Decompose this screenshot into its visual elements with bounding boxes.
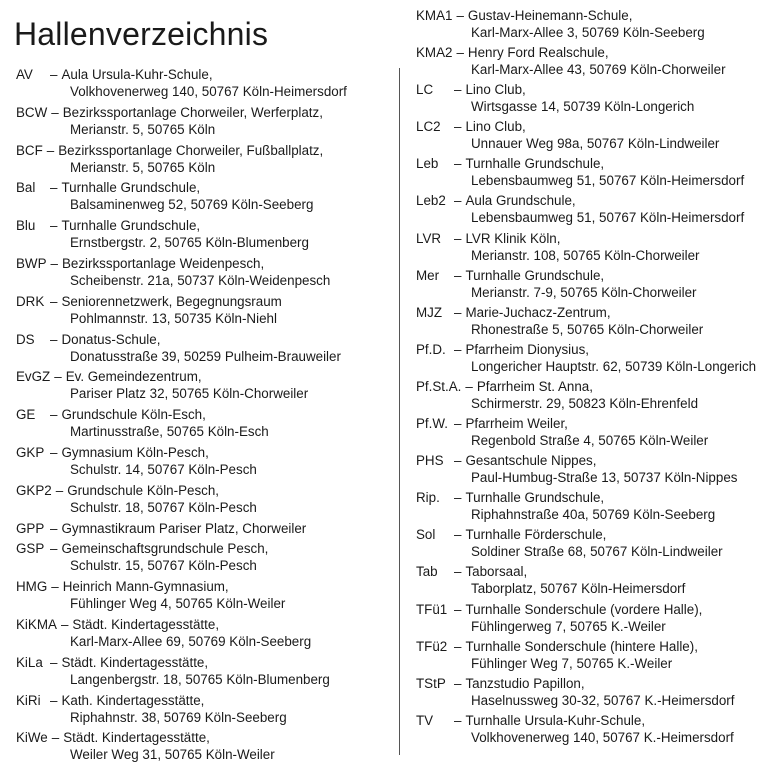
- venue-entry: [16, 540, 391, 574]
- venue-entry: [416, 563, 776, 597]
- venue-line-1: [16, 368, 391, 385]
- dash-separator: –: [454, 712, 462, 728]
- venue-entry: [16, 616, 391, 650]
- venue-entry: [416, 712, 776, 746]
- venue-code: BCW: [16, 104, 48, 120]
- venue-line-1: [16, 331, 391, 348]
- venue-entry: [416, 378, 776, 412]
- venue-entry: [416, 341, 776, 375]
- dash-separator: –: [50, 444, 58, 460]
- dash-separator: –: [454, 638, 462, 654]
- venue-address: Schulstr. 14, 50767 Köln-Pesch: [70, 461, 257, 477]
- venue-name: Gymnastikraum Pariser Platz, Chorweiler: [61, 520, 307, 536]
- venue-address: Balsaminenweg 52, 50769 Köln-Seeberg: [70, 197, 314, 213]
- venue-entry: [416, 118, 776, 152]
- venue-name: Bezirkssportanlage Weidenpesch,: [61, 255, 265, 271]
- venue-address: Donatusstraße 39, 50259 Pulheim-Brauweiler: [70, 348, 341, 364]
- venue-address: Schirmerstr. 29, 50823 Köln-Ehrenfeld: [471, 395, 699, 411]
- venue-line-1: [16, 217, 391, 234]
- venue-name: Turnhalle Grundschule,: [465, 267, 605, 283]
- venue-code: KMA1: [416, 8, 453, 23]
- venue-line-1: [416, 118, 776, 135]
- venue-entry: [16, 729, 391, 763]
- venue-entry: [416, 267, 776, 301]
- venue-entry: [416, 601, 776, 635]
- venue-code: GSP: [16, 541, 45, 557]
- venue-list-left: [16, 66, 391, 767]
- dash-separator: –: [454, 82, 462, 98]
- venue-line-1: [16, 616, 391, 633]
- venue-line-1: [16, 293, 391, 310]
- venue-code: Pf.W.: [416, 416, 448, 432]
- venue-name: LVR Klinik Köln,: [465, 230, 561, 246]
- venue-code: Bal: [16, 180, 36, 196]
- venue-line-1: [16, 406, 391, 423]
- venue-address: Riphahnstraße 40a, 50769 Köln-Seeberg: [471, 507, 716, 523]
- venue-line-1: [16, 692, 391, 709]
- venue-name: Gesantschule Nippes,: [465, 453, 597, 469]
- venue-code: AV: [16, 67, 33, 82]
- venue-line-1: [16, 540, 391, 557]
- venue-code: PHS: [416, 453, 444, 469]
- venue-line-1: [416, 415, 776, 432]
- venue-name: Turnhalle Förderschule,: [465, 527, 607, 543]
- venue-address: Lebensbaumweg 51, 50767 Köln-Heimersdorf: [471, 210, 745, 226]
- venue-name: Pfarrheim Weiler,: [465, 416, 568, 432]
- venue-address: Regenbold Straße 4, 50765 Köln-Weiler: [471, 433, 709, 449]
- dash-separator: –: [51, 730, 60, 746]
- venue-address: Schulstr. 15, 50767 Köln-Pesch: [70, 558, 257, 574]
- venue-code: GKP2: [16, 482, 52, 498]
- venue-name: Bezirkssportanlage Chorweiler, Werferplatz,: [62, 104, 323, 120]
- venue-code: Pf.St.A.: [416, 378, 462, 394]
- venue-entry: [416, 638, 776, 672]
- venue-code: BCF: [16, 142, 43, 158]
- venue-code: Mer: [416, 267, 440, 283]
- venue-code: TFü1: [416, 601, 448, 617]
- dash-separator: –: [454, 193, 462, 209]
- dash-separator: –: [50, 692, 58, 708]
- venue-name: Tanzstudio Papillon,: [465, 675, 585, 691]
- venue-line-1: [416, 192, 776, 209]
- venue-entry: [416, 44, 776, 78]
- venue-name: Turnhalle Grundschule,: [465, 490, 605, 506]
- venue-address: Scheibenstr. 21a, 50737 Köln-Weidenpesch: [70, 272, 331, 288]
- dash-separator: –: [50, 541, 58, 557]
- venue-line-1: [16, 520, 391, 537]
- venue-name: Seniorennetzwerk, Begegnungsraum: [61, 293, 282, 309]
- dash-separator: –: [50, 67, 58, 82]
- dash-separator: –: [454, 341, 462, 357]
- venue-line-1: [16, 729, 391, 746]
- venue-code: BWP: [16, 255, 47, 271]
- venue-code: TStP: [416, 675, 446, 691]
- venue-address: Paul-Humbug-Straße 13, 50737 Köln-Nippes: [471, 470, 738, 486]
- dash-separator: –: [454, 267, 462, 283]
- venue-name: Grundschule Köln-Esch,: [61, 407, 206, 423]
- dash-separator: –: [465, 378, 473, 394]
- dash-separator: –: [454, 601, 462, 617]
- venue-entry: [16, 692, 391, 726]
- dash-separator: –: [454, 453, 462, 469]
- venue-code: MJZ: [416, 304, 443, 320]
- dash-separator: –: [50, 654, 58, 670]
- venue-address: Merianstr. 7-9, 50765 Köln-Chorweiler: [471, 284, 697, 300]
- venue-name: Aula Ursula-Kuhr-Schule,: [61, 67, 213, 82]
- venue-name: Henry Ford Realschule,: [467, 45, 609, 61]
- venue-entry: [16, 368, 391, 402]
- venue-line-1: [416, 601, 776, 618]
- venue-entry: [16, 293, 391, 327]
- venue-line-1: [416, 341, 776, 358]
- venue-name: Turnhalle Sonderschule (vordere Halle),: [465, 601, 703, 617]
- venue-list-right: [416, 7, 776, 749]
- venue-line-1: [16, 578, 391, 595]
- dash-separator: –: [456, 8, 464, 23]
- venue-entry: [416, 155, 776, 189]
- venue-address: Karl-Marx-Allee 43, 50769 Köln-Chorweiler: [471, 62, 726, 78]
- venue-name: Lino Club,: [465, 119, 526, 135]
- venue-entry: [16, 520, 391, 537]
- venue-address: Soldiner Straße 68, 50767 Köln-Lindweiler: [471, 544, 723, 560]
- dash-separator: –: [50, 520, 58, 536]
- venue-entry: [416, 7, 776, 41]
- venue-name: Städt. Kindertagesstätte,: [63, 730, 210, 746]
- venue-address: Pariser Platz 32, 50765 Köln-Chorweiler: [70, 386, 309, 402]
- venue-entry: [16, 255, 391, 289]
- venue-code: EvGZ: [16, 369, 51, 385]
- venue-code: Tab: [416, 564, 438, 580]
- venue-code: LVR: [416, 230, 442, 246]
- venue-address: Taborplatz, 50767 Köln-Heimersdorf: [471, 581, 686, 597]
- venue-entry: [416, 192, 776, 226]
- venue-address: Merianstr. 5, 50765 Köln: [70, 121, 216, 137]
- venue-line-1: [16, 482, 391, 499]
- dash-separator: –: [454, 230, 462, 246]
- venue-entry: [416, 489, 776, 523]
- dash-separator: –: [60, 616, 69, 632]
- dash-separator: –: [454, 564, 462, 580]
- venue-entry: [416, 230, 776, 264]
- venue-code: KiLa: [16, 654, 43, 670]
- venue-code: DS: [16, 331, 35, 347]
- venue-name: Turnhalle Ursula-Kuhr-Schule,: [465, 712, 646, 728]
- venue-entry: [16, 66, 391, 100]
- venue-name: Turnhalle Sonderschule (hintere Halle),: [465, 638, 698, 654]
- venue-address: Merianstr. 108, 50765 Köln-Chorweiler: [471, 247, 700, 263]
- venue-entry: [416, 526, 776, 560]
- venue-address: Rhonestraße 5, 50765 Köln-Chorweiler: [471, 321, 704, 337]
- dash-separator: –: [54, 369, 62, 385]
- venue-address: Lebensbaumweg 51, 50767 Köln-Heimersdorf: [471, 173, 745, 189]
- venue-line-1: [16, 179, 391, 196]
- venue-line-1: [416, 675, 776, 692]
- venue-entry: [416, 675, 776, 709]
- venue-line-1: [416, 563, 776, 580]
- dash-separator: –: [51, 104, 59, 120]
- dash-separator: –: [454, 119, 462, 135]
- venue-entry: [16, 578, 391, 612]
- venue-entry: [16, 406, 391, 440]
- venue-line-1: [416, 712, 776, 729]
- venue-line-1: [416, 489, 776, 506]
- venue-address: Schulstr. 18, 50767 Köln-Pesch: [70, 499, 257, 515]
- venue-address: Pohlmannstr. 13, 50735 Köln-Niehl: [70, 310, 277, 326]
- dash-separator: –: [454, 304, 462, 320]
- venue-line-1: [416, 638, 776, 655]
- venue-address: Wirtsgasse 14, 50739 Köln-Longerich: [471, 99, 695, 115]
- dash-separator: –: [454, 527, 462, 543]
- venue-name: Lino Club,: [465, 82, 526, 98]
- venue-entry: [416, 415, 776, 449]
- venue-line-1: [16, 255, 391, 272]
- venue-entry: [416, 452, 776, 486]
- venue-entry: [16, 104, 391, 138]
- venue-name: Kath. Kindertagesstätte,: [61, 692, 205, 708]
- venue-code: KMA2: [416, 45, 453, 61]
- venue-name: Turnhalle Grundschule,: [465, 156, 605, 172]
- venue-code: GPP: [16, 520, 45, 536]
- venue-address: Fühlinger Weg 7, 50765 K.-Weiler: [471, 655, 673, 671]
- dash-separator: –: [51, 579, 59, 595]
- venue-code: LC2: [416, 119, 441, 135]
- venue-line-1: [416, 7, 776, 24]
- venue-code: Leb: [416, 156, 439, 172]
- venue-address: Unnauer Weg 98a, 50767 Köln-Lindweiler: [471, 136, 720, 152]
- venue-line-1: [16, 142, 391, 159]
- venue-name: Städt. Kindertagesstätte,: [72, 616, 220, 632]
- venue-name: Turnhalle Grundschule,: [61, 180, 201, 196]
- venue-line-1: [16, 66, 391, 83]
- venue-code: KiKMA: [16, 616, 57, 632]
- venue-code: TFü2: [416, 638, 448, 654]
- venue-line-1: [16, 104, 391, 121]
- venue-code: GKP: [16, 444, 45, 460]
- venue-code: HMG: [16, 579, 48, 595]
- venue-line-1: [416, 81, 776, 98]
- venue-name: Marie-Juchacz-Zentrum,: [465, 304, 611, 320]
- column-divider: [399, 68, 400, 755]
- venue-code: Leb2: [416, 193, 446, 209]
- venue-address: Langenbergstr. 18, 50765 Köln-Blumenberg: [70, 671, 330, 687]
- dash-separator: –: [50, 293, 58, 309]
- dash-separator: –: [50, 180, 58, 196]
- venue-entry: [416, 81, 776, 115]
- venue-name: Pfarrheim Dionysius,: [465, 341, 589, 357]
- venue-name: Pfarrheim St. Anna,: [476, 378, 593, 394]
- venue-name: Turnhalle Grundschule,: [61, 218, 201, 234]
- venue-code: Rip.: [416, 490, 440, 506]
- venue-code: DRK: [16, 293, 45, 309]
- venue-entry: [16, 654, 391, 688]
- venue-name: Gustav-Heinemann-Schule,: [467, 8, 633, 23]
- dash-separator: –: [454, 156, 462, 172]
- venue-code: KiRi: [16, 692, 41, 708]
- venue-address: Riphahnstr. 38, 50769 Köln-Seeberg: [70, 709, 287, 725]
- dash-separator: –: [50, 218, 58, 234]
- venue-code: GE: [16, 407, 36, 423]
- venue-address: Fühlinger Weg 4, 50765 Köln-Weiler: [70, 596, 286, 612]
- venue-entry: [16, 482, 391, 516]
- venue-address: Fühlingerweg 7, 50765 K.-Weiler: [471, 618, 666, 634]
- venue-entry: [16, 331, 391, 365]
- venue-name: Bezirkssportanlage Chorweiler, Fußballplatz,: [58, 142, 324, 158]
- venue-name: Aula Grundschule,: [465, 193, 576, 209]
- venue-name: Städt. Kindertagesstätte,: [61, 654, 209, 670]
- venue-line-1: [416, 44, 776, 61]
- dash-separator: –: [55, 482, 64, 498]
- venue-entry: [16, 444, 391, 478]
- venue-entry: [16, 142, 391, 176]
- venue-code: KiWe: [16, 730, 48, 746]
- dash-separator: –: [454, 416, 462, 432]
- venue-line-1: [416, 230, 776, 247]
- venue-line-1: [416, 304, 776, 321]
- dash-separator: –: [454, 490, 462, 506]
- venue-entry: [16, 179, 391, 213]
- venue-entry: [16, 217, 391, 251]
- venue-line-1: [16, 444, 391, 461]
- venue-name: Taborsaal,: [465, 564, 528, 580]
- venue-address: Volkhovenerweg 140, 50767 Köln-Heimersdorf: [70, 84, 347, 99]
- venue-name: Gemeinschaftsgrundschule Pesch,: [61, 541, 269, 557]
- venue-address: Karl-Marx-Allee 3, 50769 Köln-Seeberg: [471, 25, 705, 40]
- venue-line-1: [416, 267, 776, 284]
- dash-separator: –: [46, 142, 55, 158]
- venue-name: Gymnasium Köln-Pesch,: [61, 444, 209, 460]
- venue-address: Karl-Marx-Allee 69, 50769 Köln-Seeberg: [70, 633, 312, 649]
- venue-name: Donatus-Schule,: [61, 331, 161, 347]
- venue-code: Blu: [16, 218, 36, 234]
- venue-address: Longericher Hauptstr. 62, 50739 Köln-Longerich: [471, 358, 757, 374]
- venue-line-1: [416, 526, 776, 543]
- dash-separator: –: [50, 331, 58, 347]
- dash-separator: –: [456, 45, 464, 61]
- dash-separator: –: [50, 255, 58, 271]
- page-title: Hallenverzeichnis: [14, 16, 269, 52]
- dash-separator: –: [50, 407, 58, 423]
- venue-address: Ernstbergstr. 2, 50765 Köln-Blumenberg: [70, 235, 309, 251]
- venue-line-1: [416, 155, 776, 172]
- venue-code: Pf.D.: [416, 341, 446, 357]
- venue-code: LC: [416, 82, 434, 98]
- venue-name: Grundschule Köln-Pesch,: [67, 482, 220, 498]
- venue-address: Weiler Weg 31, 50765 Köln-Weiler: [70, 747, 275, 763]
- venue-line-1: [416, 452, 776, 469]
- venue-code: Sol: [416, 527, 436, 543]
- venue-address: Martinusstraße, 50765 Köln-Esch: [70, 424, 269, 440]
- venue-address: Volkhovenerweg 140, 50767 K.-Heimersdorf: [471, 729, 734, 745]
- venue-name: Heinrich Mann-Gymnasium,: [62, 579, 229, 595]
- venue-address: Merianstr. 5, 50765 Köln: [70, 159, 216, 175]
- venue-address: Haselnussweg 30-32, 50767 K.-Heimersdorf: [471, 692, 735, 708]
- venue-name: Ev. Gemeindezentrum,: [65, 369, 202, 385]
- venue-code: TV: [416, 712, 434, 728]
- venue-entry: [416, 304, 776, 338]
- venue-line-1: [416, 378, 776, 395]
- venue-line-1: [16, 654, 391, 671]
- dash-separator: –: [454, 675, 462, 691]
